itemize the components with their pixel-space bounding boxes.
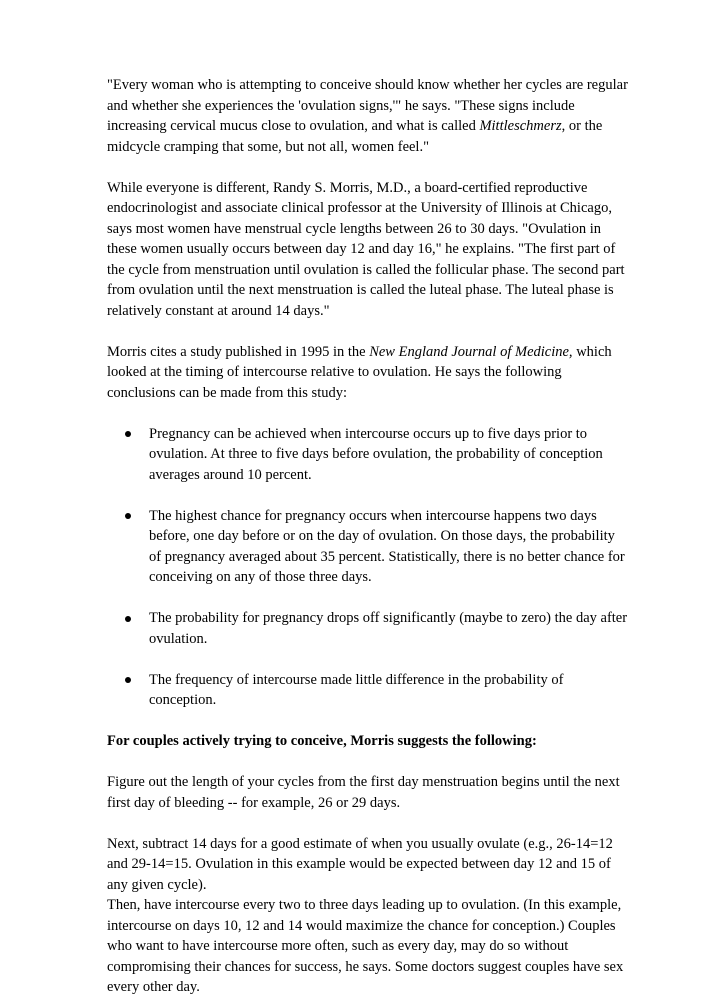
list-item-text: The probability for pregnancy drops off significantly (maybe to zero) the day after ovulation. [149,610,628,647]
list-item [107,506,629,588]
italic-term: Mittleschmerz [479,118,562,134]
paragraph-ovulation-signs [107,75,629,157]
journal-title: New England Journal of Medicine, [369,343,573,360]
list-item-text: The frequency of intercourse made little difference in the probability of conception. [149,671,564,708]
paragraph-cycle-lengths: While everyone is different, Randy S. Morris, M.D., a board-certified reproductive endocrinologist and associate clinical professor at the University of Illinois at Chicago, says most women have menstrual cycle lengths between 26 to 30 days. "Ovulation in these women usually occurs between day 12 and day 16," he explains. "The first part of the cycle from menstruation until ovulation is called the follicular phase. The second part from ovulation until the next menstruation is called the luteal phase. The luteal phase is relatively constant at around 14 days." [107,179,625,319]
paragraph-text: which looked at the timing of intercourse relative to ovulation. He says the following conclusions can be made from this study: [107,343,612,401]
paragraph-cycle-length-step: Figure out the length of your cycles from the first day menstruation begins until the next first day of bleeding -- for example, 26 or 29 days. [107,774,620,811]
list-item-text: Pregnancy can be achieved when intercourse occurs up to five days prior to ovulation. At three to five days before ovulation, the probability of conception averages around 10 percent. [149,425,603,483]
list-item [107,608,629,649]
paragraph-text: "Every woman who is attempting to conceive should know whether her cycles are regular and whether she experiences the 'ovulation signs,'" he says. "These signs include increasing cervical mucus close to ovulation, and what is called [107,77,628,134]
paragraph-subtract-step: Next, subtract 14 days for a good estimate of when you usually ovulate (e.g., 26-14=12 and 29-14=15. Ovulation in this example would be expected between day 12 and 15 of any given cycle). [107,835,613,893]
list-item-text: The highest chance for pregnancy occurs when intercourse happens two days before, one day before or on the day of ovulation. On those days, the probability of pregnancy averaged about 35 percent. Statistically, there is no better chance for conceiving on any of those three days. [149,507,625,585]
paragraph-text: Morris cites a study published in 1995 in the [107,343,370,360]
bullet-icon [125,513,131,519]
bullet-icon [125,616,131,622]
list-item [107,424,629,486]
document-page [107,75,629,998]
bullet-icon [125,431,131,437]
bullet-icon [125,677,131,683]
paragraph-intercourse-step: Then, have intercourse every two to three days leading up to ovulation. (In this example, intercourse on days 10, 12 and 14 would maximize the chance for conception.) Couples who want to have intercourse more often, such as every day, may do so without compromising their chances for success, he says. Some doctors suggest couples have sex every other day. [107,897,624,995]
section-heading: For couples actively trying to conceive, Morris suggests the following: [107,733,537,749]
paragraph-study [107,342,629,404]
paragraph-text: , or the midcycle cramping that some, but not all, women feel." [107,118,603,155]
list-item [107,670,629,711]
conclusions-list [107,424,629,711]
